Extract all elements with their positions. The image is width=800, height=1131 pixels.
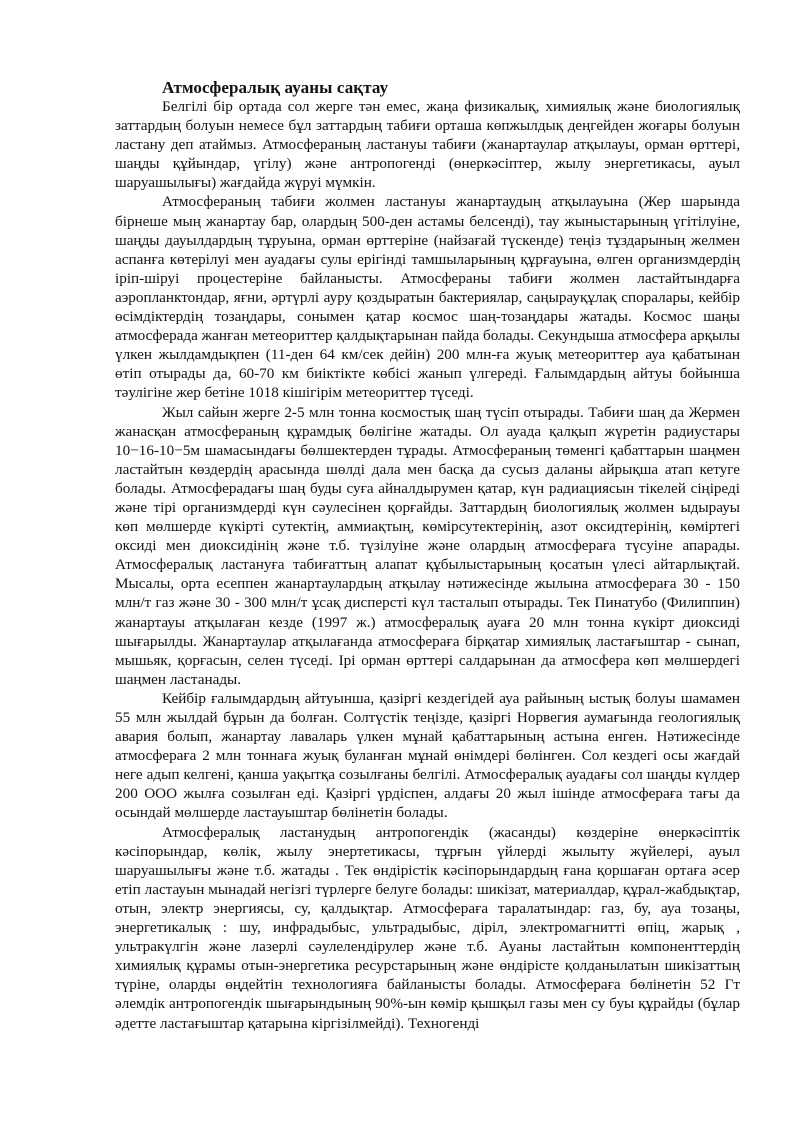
- document-body: [115, 79, 740, 1033]
- paragraph-anthropogenic-sources: Атмосфералық ластанудың антропогендік (жасанды) көздеріне өнеркәсіптік кәсіпорындар, көлік, жылу энертетикасы, тұрғын үйлерді жылыту жүйелері, ауыл шаруашылығы және т.б. жатады . Тек өндірістік кәсіпорындардың ғана қоршаған ортаға әсер етіп ластауын мынадай негізгі түрлерге белуге болады: шикізат, материалдар, құрал-жабдықтар, отын, электр энергиясы, су, қалдықтар. Атмосфераға таралатындар: газ, бу, ауа тозаңы, энергетикалық : шу, инфрадыбыс, ультрадыбыс, діріл, электромагнитті өпіц, жарық , ультракүлгін және лазерлі сәулелендірулер және т.б. Ауаны ластайтын компоненттердің химиялық құрамы отын-энергетика ресурстарының және өндірісте қолданылатын шикізаттың түріне, оларды өңдейтін технологияға байланысты болады. Атмосфераға бөлінетін 52 Гт әлемдік антропогендік шығарындының 90%-ын көмір қышқыл газы мен су буы құрайды (бұлар әдетте ластағыштар қатарына кіргізілмейді). Техногенді: [115, 823, 740, 1032]
- paragraph-pollution-definition: Белгілі бір ортада сол жерге тән емес, жаңа физикалық, химиялық және биологиялық заттардың болуын немесе бұл заттардың табиғи орташа көпжылдық деңгейден жоғары болуын ластану деп атаймыз. Атмосфераның ластануы табиғи (жанартаулар атқылауы, орман өрттері, шаңды құйындар, үгілу) және антропогенді (өнеркәсіптер, жылу энергетикасы, ауыл шаруашылығы) жағдайда жүруі мүмкін.: [115, 98, 740, 192]
- paragraph-natural-pollution: Атмосфераның табиғи жолмен ластануы жанартаудың атқылауына (Жер шарында бірнеше мың жанартау бар, олардың 500-ден астамы белсенді), тау жыныстарының үгітілуіне, шаңды дауылдардың тұруына, орман өрттеріне (найзағай түскенде) теңіз тұздарының желмен аспанға көтерілуі мен ауадағы сулы ерігінді тамшыларының құрғауына, өлген организмдердің іріп-шіруі процестеріне байланысты. Атмосфераны табиғи жолмен ластайтындарға аэропланктондар, яғни, әртүрлі ауру қоздыратын бактериялар, саңырауқұлақ споралары, кейбір өсімдіктердің тозаңдары, сонымен қатар космос шаң-тозаңдары жатады. Космос шаңы атмосферада жанған метеориттер қалдықтарынан пайда болады. Секундыша атмосфера арқылы үлкен жылдамдықпен (11-ден 64 км/сек дейін) 200 млн-ға жуық метеориттер ауа қабатынан өтіп отырады да, 60-70 км биіктікте көбісі жанып үлгереді. Ғалымдардың айтуы бойынша тәулігіне жер бетіне 1018 кішігірім метеориттер түседі.: [115, 193, 740, 402]
- document-title: Атмосфералық ауаны сақтау: [162, 78, 389, 97]
- paragraph-cosmic-dust: Жыл сайын жерге 2-5 млн тонна космостық шаң түсіп отырады. Табиғи шаң да Жермен жанасқан атмосфераның құрамдық бөлігіне жатады. Ол ауада қалқып жүретін радиустары 10−16-10−5м шамасындағы бөлшектерден тұрады. Атмосфераның төменгі қабаттарын шаңмен ластайтын көздердің арасында шөлді дала мен басқа да сусыз даланы айрықша атап кетуге болады. Атмосферадағы шаң буды суға айналдырумен қатар, күн радиациясын тікелей сіңіреді және тірі организмдерді күн сәулесінен қорғайды. Заттардың биологиялық жолмен ыдырауы көп мөлшерде күкірті сутектің, аммиақтың, көмірсутектерінің, азот оксидтерінің, көміртегі оксиді мен диоксидінің және т.б. түзілуіне және олардың атмосфераға түсуіне апарады. Атмосфералық ластануға табиғаттың алапат құбылыстарының қосатын үлесі айтарлықтай. Мысалы, орта есеппен жанартаулардың атқылау нәтижесінде жылына атмосфераға 30 - 150 млн/т газ және 30 - 300 млн/т ұсақ дисперсті күл тасталып отырады. Тек Пинатубо (Филиппин) жанартауы атқылаған кезде (1997 ж.) атмосфералық ауаға 20 млн тонна күкірт диоксиді шығарылды. Жанартаулар атқылағанда атмосфераға бірқатар химиялық ластағыштар - сынап, мышьяк, қорғасын, селен түседі. Ірі орман өрттері салдарынан да атмосфера көп мөлшердегі шаңмен ластанады.: [115, 403, 740, 688]
- paragraph-historical-climate: Кейбір ғалымдардың айтуынша, қазіргі кездегідей ауа райының ыстық болуы шамамен 55 млн жылдай бұрын да болған. Солтүстік теңізде, қазіргі Норвегия аумағында геологиялық авария болып, жанартау лаваларь үлкен мұнай қабаттарының астына енген. Нәтижесінде атмосфераға 2 млн тоннаға жуық буланған мұнай өнімдері бөлінген. Сол кездегі осы жағдай неге адып келгені, қанша уақытқа созылғаны белгілі. Атмосфералық ауадағы сол шаңды күлдер 200 ООО жылға созылған еді. Қазіргі үрдіспен, алдағы 20 жыл ішінде атмосфераға тағы да осындай мөлшерде ластауыштар бөлінетін болады.: [115, 689, 740, 822]
